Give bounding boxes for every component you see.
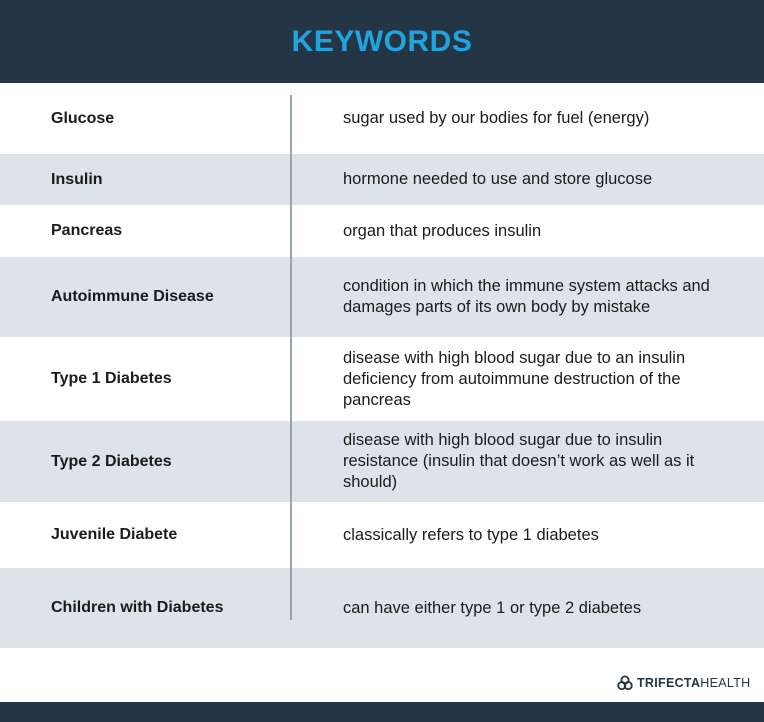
definition-cell: disease with high blood sugar due to insulin resistance (insulin that doesn’t work as well as it should) bbox=[343, 431, 695, 491]
column-divider bbox=[290, 95, 292, 620]
footer-bar bbox=[0, 702, 764, 722]
table-row bbox=[0, 337, 764, 421]
table-row bbox=[0, 83, 764, 154]
logo-wordmark-light: HEALTH bbox=[700, 676, 751, 690]
term-cell: Pancreas bbox=[51, 222, 123, 239]
term-cell: Glucose bbox=[51, 109, 115, 127]
definition-cell: condition in which the immune system attacks and damages parts of its own body by mistake bbox=[343, 277, 710, 316]
definition-cell: can have either type 1 or type 2 diabetes bbox=[343, 598, 642, 617]
definition-cell: disease with high blood sugar due to an insulin deficiency from autoimmune destruction of the pancreas bbox=[343, 348, 686, 409]
term-cell: Juvenile Diabete bbox=[51, 526, 178, 543]
definition-cell: classically refers to type 1 diabetes bbox=[343, 525, 599, 544]
page-header bbox=[0, 0, 764, 83]
brand-logo bbox=[617, 675, 750, 691]
definition-cell: hormone needed to use and store glucose bbox=[343, 170, 653, 188]
table-row bbox=[0, 205, 764, 257]
term-cell: Children with Diabetes bbox=[51, 599, 224, 616]
table-row bbox=[0, 257, 764, 337]
page-title: KEYWORDS bbox=[291, 24, 473, 58]
table-row bbox=[0, 421, 764, 502]
table-row bbox=[0, 502, 764, 568]
term-cell: Autoimmune Disease bbox=[51, 288, 214, 305]
table-row bbox=[0, 568, 764, 648]
definition-cell: organ that produces insulin bbox=[343, 221, 542, 240]
table-row bbox=[0, 154, 764, 205]
trifecta-logo-icon bbox=[617, 675, 633, 691]
definition-cell: sugar used by our bodies for fuel (energy) bbox=[343, 109, 650, 127]
term-cell: Type 1 Diabetes bbox=[51, 370, 172, 387]
term-cell: Type 2 Diabetes bbox=[51, 452, 172, 470]
term-cell: Insulin bbox=[51, 170, 103, 188]
logo-wordmark-bold: TRIFECTA bbox=[637, 676, 701, 690]
